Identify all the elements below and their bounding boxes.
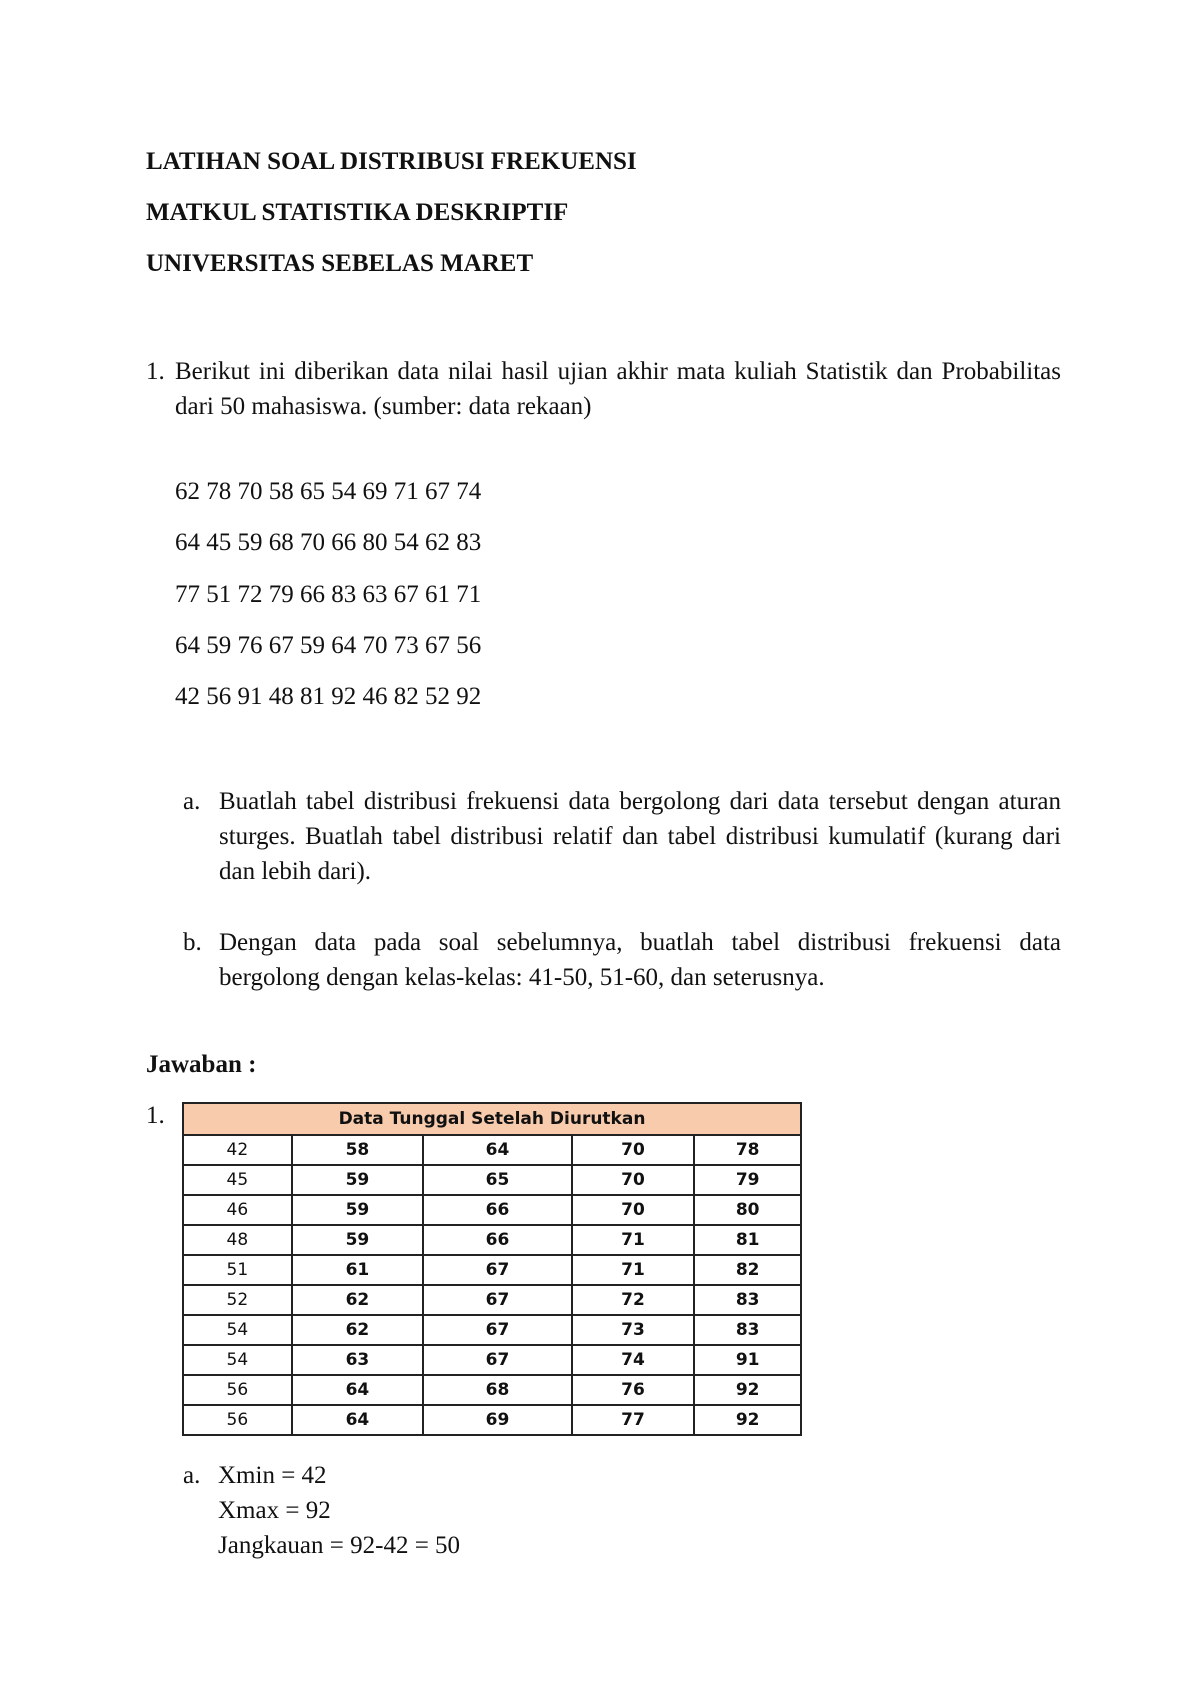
table-cell: 68: [423, 1375, 572, 1405]
table-cell: 70: [572, 1165, 695, 1195]
table-cell: 66: [423, 1225, 572, 1255]
table-cell: 70: [572, 1195, 695, 1225]
raw-data-row: 64 59 76 67 59 64 70 73 67 56: [175, 632, 482, 659]
table-row: [183, 1225, 801, 1255]
table-cell: 67: [423, 1285, 572, 1315]
sorted-data-table: [182, 1102, 802, 1436]
table-cell: 59: [292, 1195, 424, 1225]
table-row: [183, 1285, 801, 1315]
table-cell: 61: [292, 1255, 424, 1285]
table-cell: 65: [423, 1165, 572, 1195]
raw-data-row: 77 51 72 79 66 83 63 67 61 71: [175, 581, 482, 608]
table-body: [183, 1135, 801, 1435]
table-cell: 80: [694, 1195, 801, 1225]
raw-data-row: 64 45 59 68 70 66 80 54 62 83: [175, 529, 482, 556]
table-cell: 71: [572, 1225, 695, 1255]
table-row: [183, 1315, 801, 1345]
answer-part-a-label: a.: [183, 1462, 201, 1489]
table-cell: 92: [694, 1375, 801, 1405]
question-text: Berikut ini diberikan data nilai hasil ujian akhir mata kuliah Statistik dan Probabilitas dari 50 mahasiswa. (sumber: data rekaan): [175, 358, 1061, 420]
table-row: [183, 1405, 801, 1435]
table-cell: 79: [694, 1165, 801, 1195]
answer-number: 1.: [146, 1102, 165, 1129]
table-cell: 74: [572, 1345, 695, 1375]
table-cell: 58: [292, 1135, 424, 1165]
table-cell: 72: [572, 1285, 695, 1315]
table-cell: 45: [183, 1165, 292, 1195]
table-row: [183, 1345, 801, 1375]
table-cell: 83: [694, 1285, 801, 1315]
table-cell: 73: [572, 1315, 695, 1345]
table-cell: 63: [292, 1345, 424, 1375]
table-cell: 54: [183, 1315, 292, 1345]
answer-heading: Jawaban :: [146, 1051, 257, 1078]
table-cell: 66: [423, 1195, 572, 1225]
title-line-2: MATKUL STATISTIKA DESKRIPTIF: [146, 199, 569, 226]
table-cell: 46: [183, 1195, 292, 1225]
table-title: Data Tunggal Setelah Diurutkan: [183, 1103, 801, 1135]
table-cell: 51: [183, 1255, 292, 1285]
table-title-row: [183, 1103, 801, 1135]
range-line: Jangkauan = 92-42 = 50: [218, 1532, 461, 1559]
part-b-text: Dengan data pada soal sebelumnya, buatlah tabel distribusi frekuensi data bergolong dengan kelas-kelas: 41-50, 51-60, dan seterusnya.: [219, 929, 1061, 991]
table-row: [183, 1165, 801, 1195]
title-line-3: UNIVERSITAS SEBELAS MARET: [146, 250, 534, 277]
table-row: [183, 1195, 801, 1225]
table-cell: 71: [572, 1255, 695, 1285]
table-cell: 54: [183, 1345, 292, 1375]
table-cell: 64: [423, 1135, 572, 1165]
table-cell: 52: [183, 1285, 292, 1315]
table-cell: 78: [694, 1135, 801, 1165]
table-cell: 59: [292, 1165, 424, 1195]
part-a-text: Buatlah tabel distribusi frekuensi data bergolong dari data tersebut dengan aturan sturges. Buatlah tabel distribusi relatif dan tabel distribusi kumulatif (kurang dari dan lebih dari).: [219, 788, 1061, 885]
table-cell: 64: [292, 1405, 424, 1435]
table-cell: 70: [572, 1135, 695, 1165]
table-cell: 82: [694, 1255, 801, 1285]
table-cell: 48: [183, 1225, 292, 1255]
table-cell: 76: [572, 1375, 695, 1405]
table-cell: 67: [423, 1255, 572, 1285]
part-a-label: a.: [183, 788, 201, 815]
raw-data-row: 42 56 91 48 81 92 46 82 52 92: [175, 683, 482, 710]
xmax-line: Xmax = 92: [218, 1497, 331, 1524]
question-number: 1.: [146, 358, 165, 385]
table-cell: 42: [183, 1135, 292, 1165]
table-cell: 81: [694, 1225, 801, 1255]
xmin-line: Xmin = 42: [218, 1462, 327, 1489]
table-cell: 69: [423, 1405, 572, 1435]
table-cell: 59: [292, 1225, 424, 1255]
table-cell: 91: [694, 1345, 801, 1375]
table-cell: 67: [423, 1345, 572, 1375]
table-cell: 62: [292, 1315, 424, 1345]
table-cell: 92: [694, 1405, 801, 1435]
table-row: [183, 1255, 801, 1285]
table-cell: 67: [423, 1315, 572, 1345]
table-cell: 77: [572, 1405, 695, 1435]
table-cell: 64: [292, 1375, 424, 1405]
part-b-label: b.: [183, 929, 202, 956]
table-cell: 83: [694, 1315, 801, 1345]
table-cell: 56: [183, 1405, 292, 1435]
table-cell: 56: [183, 1375, 292, 1405]
table-row: [183, 1375, 801, 1405]
title-line-1: LATIHAN SOAL DISTRIBUSI FREKUENSI: [146, 148, 637, 175]
table-cell: 62: [292, 1285, 424, 1315]
table-row: [183, 1135, 801, 1165]
raw-data-row: 62 78 70 58 65 54 69 71 67 74: [175, 478, 482, 505]
